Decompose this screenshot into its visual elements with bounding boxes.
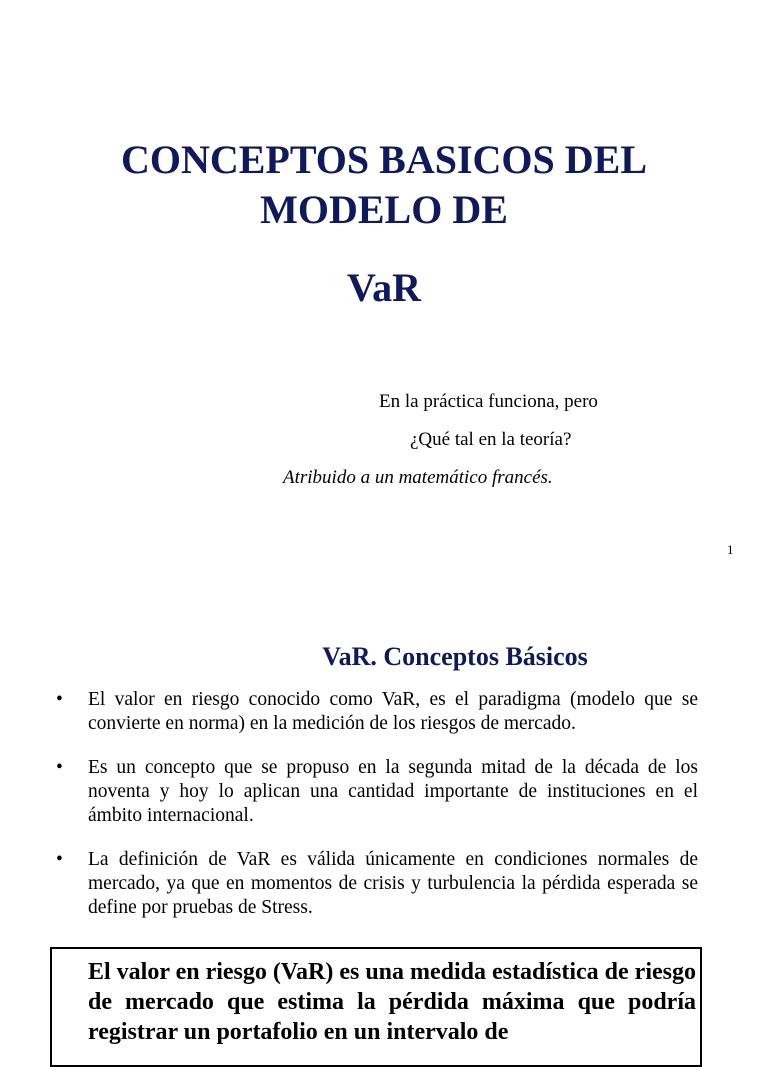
bullet-dot-icon: • <box>56 849 63 870</box>
quote-line-2: ¿Qué tal en la teoría? <box>410 429 572 450</box>
quote-line-1: En la práctica funciona, pero <box>379 391 598 412</box>
bullet-item <box>56 756 698 828</box>
bullet-list <box>56 688 698 920</box>
bullet-dot-icon: • <box>56 689 63 710</box>
section-title: VaR. Conceptos Básicos <box>322 642 588 671</box>
bullet-text: La definición de VaR es válida únicamente en condiciones normales de mercado, ya que en momentos de crisis y turbulencia la pérdida esperada se define por pruebas de Stress. <box>88 849 698 918</box>
bullet-text: Es un concepto que se propuso en la segunda mitad de la década de los noventa y hoy lo aplican una cantidad importante de instituciones en el ámbito internacional. <box>88 757 698 826</box>
slide-title-var: VaR <box>346 265 422 310</box>
bullet-dot-icon: • <box>56 757 63 778</box>
bullet-item <box>56 688 698 736</box>
slide-title-line-1: CONCEPTOS BASICOS DEL <box>120 137 648 182</box>
definition-box <box>50 947 702 1067</box>
page-number: 1 <box>727 542 734 557</box>
bullet-text: El valor en riesgo conocido como VaR, es el paradigma (modelo que se convierte en norma) en la medición de los riesgos de mercado. <box>88 689 698 734</box>
slide-title-line-2: MODELO DE <box>260 187 508 232</box>
quote-attribution: Atribuido a un matemático francés. <box>283 467 553 488</box>
bullet-item <box>56 848 698 920</box>
definition-text: El valor en riesgo (VaR) es una medida estadística de riesgo de mercado que estima la pérdida máxima que podría registrar un portafolio en un intervalo de <box>88 959 696 1045</box>
